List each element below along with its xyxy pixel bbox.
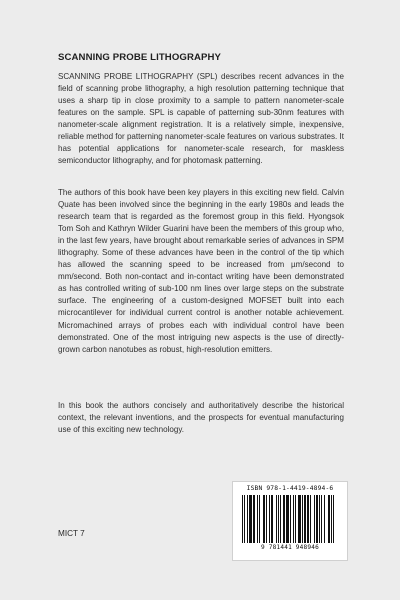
ean-digits: 9 781441 948946 xyxy=(260,544,320,551)
description-paragraph-2: The authors of this book have been key players in this exciting new field. Calvin Quate has been involved since the beginning in the early 1980s and leads the research team that is regarded as the foremost group in this field. Hyongsok Tom Soh and Kathryn Wilder Guarini have been the members of this group who, in the last few years, have brought about remarkable series of advances in SPM lithography. Some of these advances have been in the control of the tip which has allowed the scanning speed to be increased from µm/second to mm/second. Both non-contact and in-contact writing have been demonstrated as has controlled writing of sub-100 nm lines over large steps on the substrate surface. The engineering of a custom-designed MOFSET built into each microcantilever for individual current control is another notable achievement. Micromachined arrays of probes each with individual control have been demonstrated. One of the most intriguing new aspects is the use of directly-grown carbon nanotubes as robust, high-resolution emitters. xyxy=(58,188,344,354)
isbn-label: ISBN 978-1-4419-4894-6 xyxy=(246,485,334,492)
book-title-heading: SCANNING PROBE LITHOGRAPHY xyxy=(58,52,222,63)
description-paragraph-1: SCANNING PROBE LITHOGRAPHY (SPL) describes recent advances in the field of scanning probe lithography, a high resolution patterning technique that uses a sharp tip in close proximity to a sample to pattern nanometer-scale features on the sample. SPL is capable of patterning sub-30nm features with nanometer-scale alignment registration. It is a relatively simple, inexpensive, reliable method for patterning nanometer-scale features on various substrates. It has potential applications for nanometer-scale research, for maskless semiconductor lithography, and for photomask patterning. xyxy=(58,72,344,166)
isbn-barcode xyxy=(232,481,348,561)
series-label: MICT 7 xyxy=(58,529,85,538)
barcode-bars xyxy=(241,495,339,543)
description-paragraph-3: In this book the authors concisely and authoritatively describe the historical context, the relevant inventions, and the prospects for eventual manufacturing use of this exciting new technology. xyxy=(58,401,344,435)
